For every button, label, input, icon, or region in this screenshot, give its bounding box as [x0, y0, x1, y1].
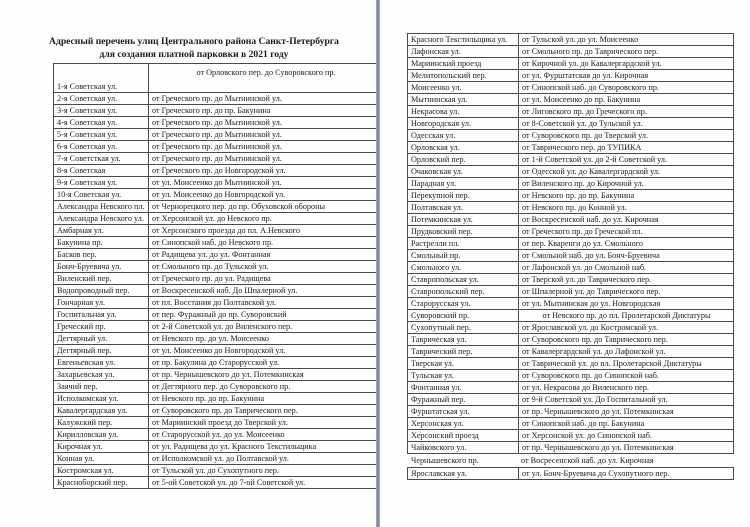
table-row — [408, 250, 734, 262]
document-page-right — [380, 0, 750, 527]
street-range-cell: от 1-й Советской ул. до 2-й Советской ул. — [519, 154, 734, 166]
street-name-cell: Конная ул. — [54, 453, 149, 465]
table-row — [54, 381, 383, 393]
street-range-cell: от Таврической ул. до пл. Пролетарской Диктатуры — [519, 358, 734, 370]
street-range-cell: от Кавалергардской ул. до Лафонской ул. — [519, 346, 734, 358]
street-range-cell: от Синопской наб. до Суворовского пр. — [519, 82, 734, 94]
table-row — [54, 273, 383, 285]
table-row — [54, 117, 383, 129]
table-row — [408, 190, 734, 202]
table-row — [54, 261, 383, 273]
street-range-cell: от ул. Моисеенко до Мытнинской ул. — [149, 177, 383, 189]
table-row-borderless — [407, 454, 721, 467]
table-row — [408, 34, 734, 46]
table-row — [408, 382, 734, 394]
street-range-cell: от Смольной наб. до ул. Бонч-Бруевича — [519, 250, 734, 262]
street-name-cell: 9-я Советская ул. — [54, 177, 149, 189]
table-row — [54, 357, 383, 369]
table-row — [408, 70, 734, 82]
street-range-cell: от пр. Чернышевского до ул. Потемкинская — [149, 369, 383, 381]
table-row — [408, 82, 734, 94]
street-range-cell: от Греческого пр. до Мытнинской ул. — [149, 117, 383, 129]
street-range-cell: от Таврического пер. до ТУПИКА — [519, 142, 734, 154]
table-row — [408, 346, 734, 358]
street-name-cell: Исполкомская ул. — [54, 393, 149, 405]
street-name-cell: Фурштатская ул. — [408, 406, 519, 418]
table-row — [408, 142, 734, 154]
street-name-cell: 8-я Советская — [54, 165, 149, 177]
street-name-cell: Перекупной пер. — [408, 190, 519, 202]
table-row — [54, 141, 383, 153]
street-range-cell: от Херсонской ул. до Синопской наб. — [519, 430, 734, 442]
document-title: Адресный перечень улиц Центрального района Санкт-Петербурга для создания платной парковки в 2021 году — [49, 36, 339, 60]
street-name-cell: Кирочная ул. — [54, 441, 149, 453]
table-row — [54, 177, 383, 189]
table-row — [54, 465, 383, 477]
street-name-cell: Заячий пер. — [54, 381, 149, 393]
table-row — [54, 237, 383, 249]
table-row — [54, 189, 383, 201]
street-name-cell: Ставропольская ул. — [408, 274, 519, 286]
street-name-cell: Кирилловская ул. — [54, 429, 149, 441]
street-range-cell: от Греческого пр. до Мытнинской ул. — [149, 153, 383, 165]
table-row — [54, 249, 383, 261]
street-name-cell: Александра Невского ул. — [54, 213, 149, 225]
street-name-cell: Мытнинская ул. — [408, 94, 519, 106]
street-range-cell: от Греческого пр. до пр. Бакунина — [149, 105, 383, 117]
table-row — [54, 153, 383, 165]
street-range-cell: от Херсонской ул. до Невского пр. — [149, 213, 383, 225]
table-row — [54, 333, 383, 345]
street-table-right — [407, 33, 734, 454]
street-name-cell: Бакунина пр. — [54, 237, 149, 249]
table-row — [408, 238, 734, 250]
table-row — [408, 106, 734, 118]
table-row — [408, 202, 734, 214]
table-row — [408, 226, 734, 238]
table-row — [408, 46, 734, 58]
street-table-right-footer — [407, 467, 734, 480]
street-name-cell: Тульская ул. — [408, 370, 519, 382]
street-name-cell: 5-я Советская ул. — [54, 129, 149, 141]
table-row — [54, 225, 383, 237]
street-name-cell: Чайковского ул. — [408, 442, 519, 454]
street-name-cell: 10-я Советская ул. — [54, 189, 149, 201]
street-range-cell: от Восресенской наб. до ул. Кирочная — [521, 455, 654, 465]
street-range-cell: от Греческого пр. до Новгородской ул. — [149, 165, 383, 177]
street-name-cell: Тверская ул. — [408, 358, 519, 370]
street-name-cell: Фуражный пер. — [408, 394, 519, 406]
street-name-cell: 2-я Советская ул. — [54, 93, 149, 105]
table-row — [408, 442, 734, 454]
street-name-cell: Очаковская ул. — [408, 166, 519, 178]
table-row — [54, 309, 383, 321]
street-range-cell: от Дегтярного пер. до Суворовского пр. — [149, 381, 383, 393]
street-range-cell: от Одесской ул. до Кавалергардской ул. — [519, 166, 734, 178]
table-row — [408, 468, 734, 480]
street-range-cell: от Исполкомской ул. до Полтавской ул. — [149, 453, 383, 465]
street-range-cell: от Греческого пр. до ул. Радищева — [149, 273, 383, 285]
street-name-cell: Растрелли пл. — [408, 238, 519, 250]
table-row — [408, 286, 734, 298]
street-range-cell: от Невского пр. до Конной ул. — [519, 202, 734, 214]
street-range-cell: от Суворовского пр. до Тверской ул. — [519, 130, 734, 142]
street-name-cell: Калужский пер. — [54, 417, 149, 429]
street-name-cell: Орловский пер. — [408, 154, 519, 166]
street-name-cell: Дегтярный ул. — [54, 333, 149, 345]
street-range-cell: от Тверской ул. до Таврического пер. — [519, 274, 734, 286]
street-range-cell: от Греческого пр. до Мытнинской ул. — [149, 141, 383, 153]
street-name-cell: Парадная ул. — [408, 178, 519, 190]
street-range-cell: от Синопской наб. до пр. Бакунина — [519, 418, 734, 430]
street-range-cell: от Смольного пр. до Таврического пер. — [519, 46, 734, 58]
table-row — [408, 310, 734, 322]
street-name-cell: Захарьевская ул. — [54, 369, 149, 381]
street-range-cell: от Херсонского проезда до пл. А.Невского — [149, 225, 383, 237]
table-row — [54, 165, 383, 177]
street-name-cell: Лафонская ул. — [408, 46, 519, 58]
table-row — [54, 321, 383, 333]
street-range-cell: от ул. Моисеенко до пр. Бакунина — [519, 94, 734, 106]
street-name-cell: Херсонский проезд — [408, 430, 519, 442]
street-name-cell: Ставропольский пер. — [408, 286, 519, 298]
street-range-cell: от Ярославской ул. до Костромской ул. — [519, 322, 734, 334]
street-range-cell: от Кирочной ул. до Кавалергардской ул. — [519, 58, 734, 70]
street-name-cell: Старорусская ул. — [408, 298, 519, 310]
table-row — [408, 130, 734, 142]
table-row — [54, 64, 383, 93]
table-row — [408, 118, 734, 130]
street-name-cell: Красного Текстильщика ул. — [408, 34, 519, 46]
street-range-cell: от Невского пр. до пл. Пролетарской Диктатуры — [519, 310, 734, 322]
street-name-cell: Красноборский пер. — [54, 477, 149, 489]
street-name-cell: Ярославская ул. — [408, 468, 519, 480]
street-range-cell: от пер. Фуражный до пр. Суворовский — [149, 309, 383, 321]
table-row — [408, 298, 734, 310]
table-row — [408, 274, 734, 286]
table-row — [408, 154, 734, 166]
table-row — [54, 369, 383, 381]
street-name-cell: 1-я Советская ул. — [54, 64, 149, 93]
table-row — [54, 453, 383, 465]
street-name-cell: Басков пер. — [54, 249, 149, 261]
street-table-left — [53, 63, 383, 489]
street-name-cell: Таврический пер. — [408, 346, 519, 358]
table-row — [408, 58, 734, 70]
table-row — [54, 201, 383, 213]
street-range-cell: от Греческого пр. до Мытнинской ул. — [149, 129, 383, 141]
street-name-cell: Водопроводный пер. — [54, 285, 149, 297]
table-row — [408, 394, 734, 406]
table-row — [408, 406, 734, 418]
street-name-cell: Некрасова ул. — [408, 106, 519, 118]
street-name-cell: Виленский пер. — [54, 273, 149, 285]
street-name-cell: Александра Невского пл. — [54, 201, 149, 213]
street-name-cell: Греческий пр. — [54, 321, 149, 333]
street-name-cell: Бонч-Бруевича ул. — [54, 261, 149, 273]
table-row — [54, 345, 383, 357]
street-range-cell: от Радищева ул. до ул. Фонтанная — [149, 249, 383, 261]
table-row — [408, 166, 734, 178]
street-range-cell: от 2-й Советской ул. до Виленского пер. — [149, 321, 383, 333]
street-range-cell: от Воскресенской наб. до ул. Кирочная — [519, 214, 734, 226]
table-row — [408, 262, 734, 274]
street-range-cell: от Синопской наб. до Невского пр. — [149, 237, 383, 249]
table-row — [408, 322, 734, 334]
table-row — [408, 370, 734, 382]
street-range-cell: от Тульской ул. до Сухопутного пер. — [149, 465, 383, 477]
street-range-cell: от ул. Моисеенко до Новгородской ул. — [149, 189, 383, 201]
street-name-cell: Мариинский проезд — [408, 58, 519, 70]
street-range-cell: от Суворовского пр. до Синопской наб. — [519, 370, 734, 382]
street-name-cell: Евгеньевская ул. — [54, 357, 149, 369]
street-range-cell: от Суворовского пр. до Таврического пер. — [519, 334, 734, 346]
table-row — [54, 417, 383, 429]
street-range-cell: от Мариинский проезд до Тверской ул. — [149, 417, 383, 429]
table-row — [54, 285, 383, 297]
street-name-cell: Таврическая ул. — [408, 334, 519, 346]
table-row — [54, 441, 383, 453]
street-name-cell: Суворовский пр. — [408, 310, 519, 322]
street-range-cell: от Виленского пр. до Кирочной ул. — [519, 178, 734, 190]
street-name-cell: Чернышевского пр. — [411, 455, 479, 465]
street-range-cell: от пр. Чернышевского до ул. Потемкинская — [519, 406, 734, 418]
street-range-cell: от Лафонской ул. до Смольной наб. — [519, 262, 734, 274]
table-row — [54, 213, 383, 225]
street-name-cell: Прудковский пер. — [408, 226, 519, 238]
street-range-cell: от Воскресенской наб. До Шпалерной ул. — [149, 285, 383, 297]
street-name-cell: Моисеенко ул. — [408, 82, 519, 94]
street-name-cell: 6-я Советская ул. — [54, 141, 149, 153]
table-row — [408, 358, 734, 370]
street-name-cell: Полтавская ул. — [408, 202, 519, 214]
street-range-cell: от ул. Некрасова до Виленского пер. — [519, 382, 734, 394]
street-name-cell: Сухопутный пер. — [408, 322, 519, 334]
street-range-cell: от Греческого пр. до Мытнинской ул. — [149, 93, 383, 105]
street-range-cell: от 5-ой Советской ул. до 7-ой Советской ул. — [149, 477, 383, 489]
street-range-cell: от 9-й Советской ул. До Госпитальной ул. — [519, 394, 734, 406]
table-row — [54, 393, 383, 405]
street-name-cell: Херсонская ул. — [408, 418, 519, 430]
table-row — [408, 214, 734, 226]
street-range-cell: от Лиговского пр. до Греческого пр. — [519, 106, 734, 118]
street-name-cell: Новгородская ул. — [408, 118, 519, 130]
street-range-cell: от ул. Бонч-Бруевича до Сухопутного пер. — [519, 468, 734, 480]
street-name-cell: Госпитальная ул. — [54, 309, 149, 321]
street-name-cell: Одесская ул. — [408, 130, 519, 142]
street-range-cell: от ул. Моисеенко до Новгородской ул. — [149, 345, 383, 357]
street-name-cell: Мелитопольский пер. — [408, 70, 519, 82]
street-range-cell: от пл. Восстания до Полтавской ул. — [149, 297, 383, 309]
street-name-cell: 3-я Советская ул. — [54, 105, 149, 117]
table-row — [54, 93, 383, 105]
street-range-cell: от Шпалерной ул. до Таврического пер. — [519, 286, 734, 298]
table-row — [54, 297, 383, 309]
street-range-cell: от Греческого пр. до Греческой пл. — [519, 226, 734, 238]
street-range-cell: от ул. Фурштатская до ул. Кирочная — [519, 70, 734, 82]
street-name-cell: Амбарная ул. — [54, 225, 149, 237]
street-range-cell: от ул. Радищева до ул. Красного Текстильщика — [149, 441, 383, 453]
street-range-cell: от Старорусской ул. до ул. Моисеенко — [149, 429, 383, 441]
street-name-cell: Кавалергардская ул. — [54, 405, 149, 417]
street-name-cell: Костромская ул. — [54, 465, 149, 477]
street-name-cell: Фонтанная ул. — [408, 382, 519, 394]
street-name-cell: 4-я Советская ул. — [54, 117, 149, 129]
table-row — [408, 94, 734, 106]
street-range-cell: от Смольного пр. до Тульской ул. — [149, 261, 383, 273]
street-range-cell: от Невского пр. до ул. Моисеенко — [149, 333, 383, 345]
street-range-cell: от Орловского пер. до Суворовского пр. — [149, 64, 383, 93]
table-row — [54, 477, 383, 489]
street-range-cell: от Тульской ул. до ул. Моисеенко — [519, 34, 734, 46]
street-range-cell: от пер. Кваренги до ул. Смольного — [519, 238, 734, 250]
street-range-cell: от Чернорецкого пер. до пр. Обуховской обороны — [149, 201, 383, 213]
street-range-cell: от Суворовского пр. до Таврического пер. — [149, 405, 383, 417]
street-range-cell: от Невского пр. до пр. Бакунина — [519, 190, 734, 202]
street-name-cell: Дегтярный пер. — [54, 345, 149, 357]
table-row — [54, 429, 383, 441]
table-row — [408, 334, 734, 346]
table-row — [54, 105, 383, 117]
street-range-cell: от пр. Бакулина до Старорусской ул. — [149, 357, 383, 369]
street-name-cell: Гончарная ул. — [54, 297, 149, 309]
table-row — [408, 178, 734, 190]
table-row — [408, 430, 734, 442]
street-name-cell: 7-я Советсткая ул. — [54, 153, 149, 165]
street-name-cell: Потемкинская ул. — [408, 214, 519, 226]
street-range-cell: от ул. Мытнинская до ул. Новгородская — [519, 298, 734, 310]
table-row — [408, 418, 734, 430]
table-row — [54, 129, 383, 141]
street-name-cell: Смольный пр. — [408, 250, 519, 262]
street-range-cell: от Невского пр. до пр. Бакунина — [149, 393, 383, 405]
table-row — [54, 405, 383, 417]
street-range-cell: от 8-Советской ул. до Тульской ул. — [519, 118, 734, 130]
street-name-cell: Смольного ул. — [408, 262, 519, 274]
street-name-cell: Орловская ул. — [408, 142, 519, 154]
street-range-cell: от пр. Чернышевского до ул. Потемкинская — [519, 442, 734, 454]
